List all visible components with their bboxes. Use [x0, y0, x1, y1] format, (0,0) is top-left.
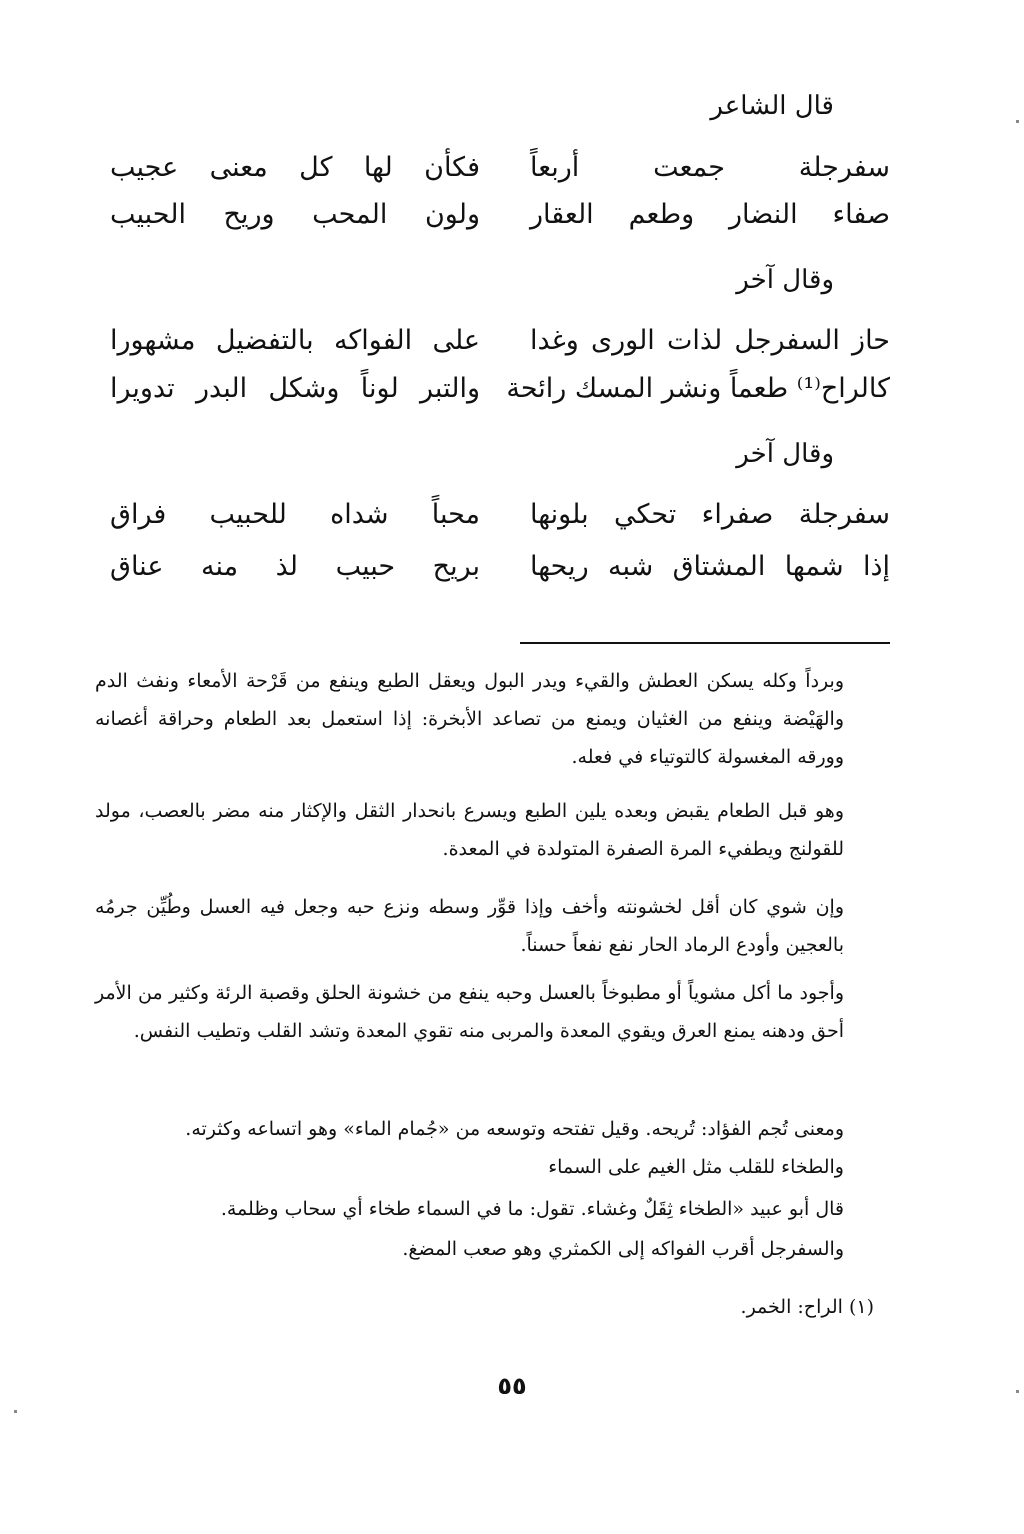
verse-second-hemistich: محباً شداه للحبيب فراق	[110, 498, 480, 530]
verse-line	[110, 492, 890, 536]
verse-line	[110, 318, 890, 362]
verse-line	[110, 544, 890, 588]
page-number: ٥٥	[497, 1372, 527, 1400]
note-paragraph: قال أبو عبيد «الطخاء ثِقَلٌ وغشاء. تقول: ما في السماء طخاء أي سحاب وظلمة.	[220, 1198, 844, 1220]
verse-first-hemistich: حاز السفرجل لذات الورى وغدا	[530, 324, 890, 356]
verse-first-hemistich: سفرجلة صفراء تحكي بلونها	[530, 498, 890, 530]
note-paragraph: ومعنى تُجم الفؤاد: تُريحه. وقيل تفتحه وتوسعه من «جُمام الماء» وهو اتساعه وكثرته.	[185, 1118, 844, 1140]
note-paragraph: وبرداً وكله يسكن العطش والقيء ويدر البول ويعقل الطبع وينفع من قَرْحة الأمعاء ونفث الدم والهَيْضة وينفع من الغثيان ويمنع من تصاعد الأبخرة: إذا استعمل بعد الطعام وحراقة أغصانه وورقه المغسولة كالتوتياء في فعله.	[95, 670, 844, 768]
footnote: (١) الراح: الخمر.	[740, 1296, 874, 1318]
verse-first-hemistich: سفرجلة جمعت أربعاً	[530, 151, 890, 183]
verse-first-hemistich: إذا شمها المشتاق شبه ريحها	[530, 550, 890, 582]
scan-mark	[1016, 1390, 1019, 1393]
verse-second-hemistich: على الفواكه بالتفضيل مشهورا	[110, 324, 480, 356]
note-paragraph: وأجود ما أكل مشوياً أو مطبوخاً بالعسل وحبه ينفع من خشونة الحلق وقصبة الرئة وكثير من الأمر أحق ودهنه يمنع العرق ويقوي المعدة والمربى منه تقوي المعدة وتشد القلب وتطيب النفس.	[95, 982, 844, 1042]
verse-first-hemistich: صفاء النضار وطعم العقار	[530, 198, 890, 230]
verse-second-hemistich: والتبر لوناً وشكل البدر تدويرا	[110, 372, 480, 404]
poem-heading: وقال آخر	[736, 439, 834, 469]
verse-second-hemistich: بريح حبيب لذ منه عناق	[110, 550, 480, 582]
scan-mark	[1016, 120, 1019, 123]
verse-line	[110, 192, 890, 236]
poem-heading: وقال آخر	[736, 265, 834, 295]
note-paragraph: والسفرجل أقرب الفواكه إلى الكمثري وهو صعب المضغ.	[402, 1238, 844, 1260]
note-paragraph: وإن شوي كان أقل لخشونته وأخف وإذا قوِّر وسطه ونزع حبه وجعل فيه العسل وطُيِّن جرمُه بالعجين وأودع الرماد الحار نفع نفعاً حسناً.	[95, 896, 844, 956]
scan-mark	[14, 1410, 17, 1413]
poem-heading: قال الشاعر	[710, 91, 834, 121]
verse-second-hemistich: ولون المحب وريح الحبيب	[110, 198, 480, 230]
verse-first-hemistich: كالراح⁽¹⁾ طعماً ونشر المسك رائحة	[506, 372, 890, 404]
note-paragraph: وهو قبل الطعام يقبض وبعده يلين الطبع ويسرع بانحدار الثقل والإكثار منه مضر بالعصب، مولد للقولنج ويطفيء المرة الصفرة المتولدة في المعدة.	[95, 800, 844, 860]
verse-line	[110, 366, 890, 410]
verse-second-hemistich: فكأن لها كل معنى عجيب	[110, 151, 480, 183]
note-paragraph: والطخاء للقلب مثل الغيم على السماء	[548, 1156, 844, 1178]
verse-line	[110, 145, 890, 189]
footnote-separator-rule	[520, 642, 890, 644]
